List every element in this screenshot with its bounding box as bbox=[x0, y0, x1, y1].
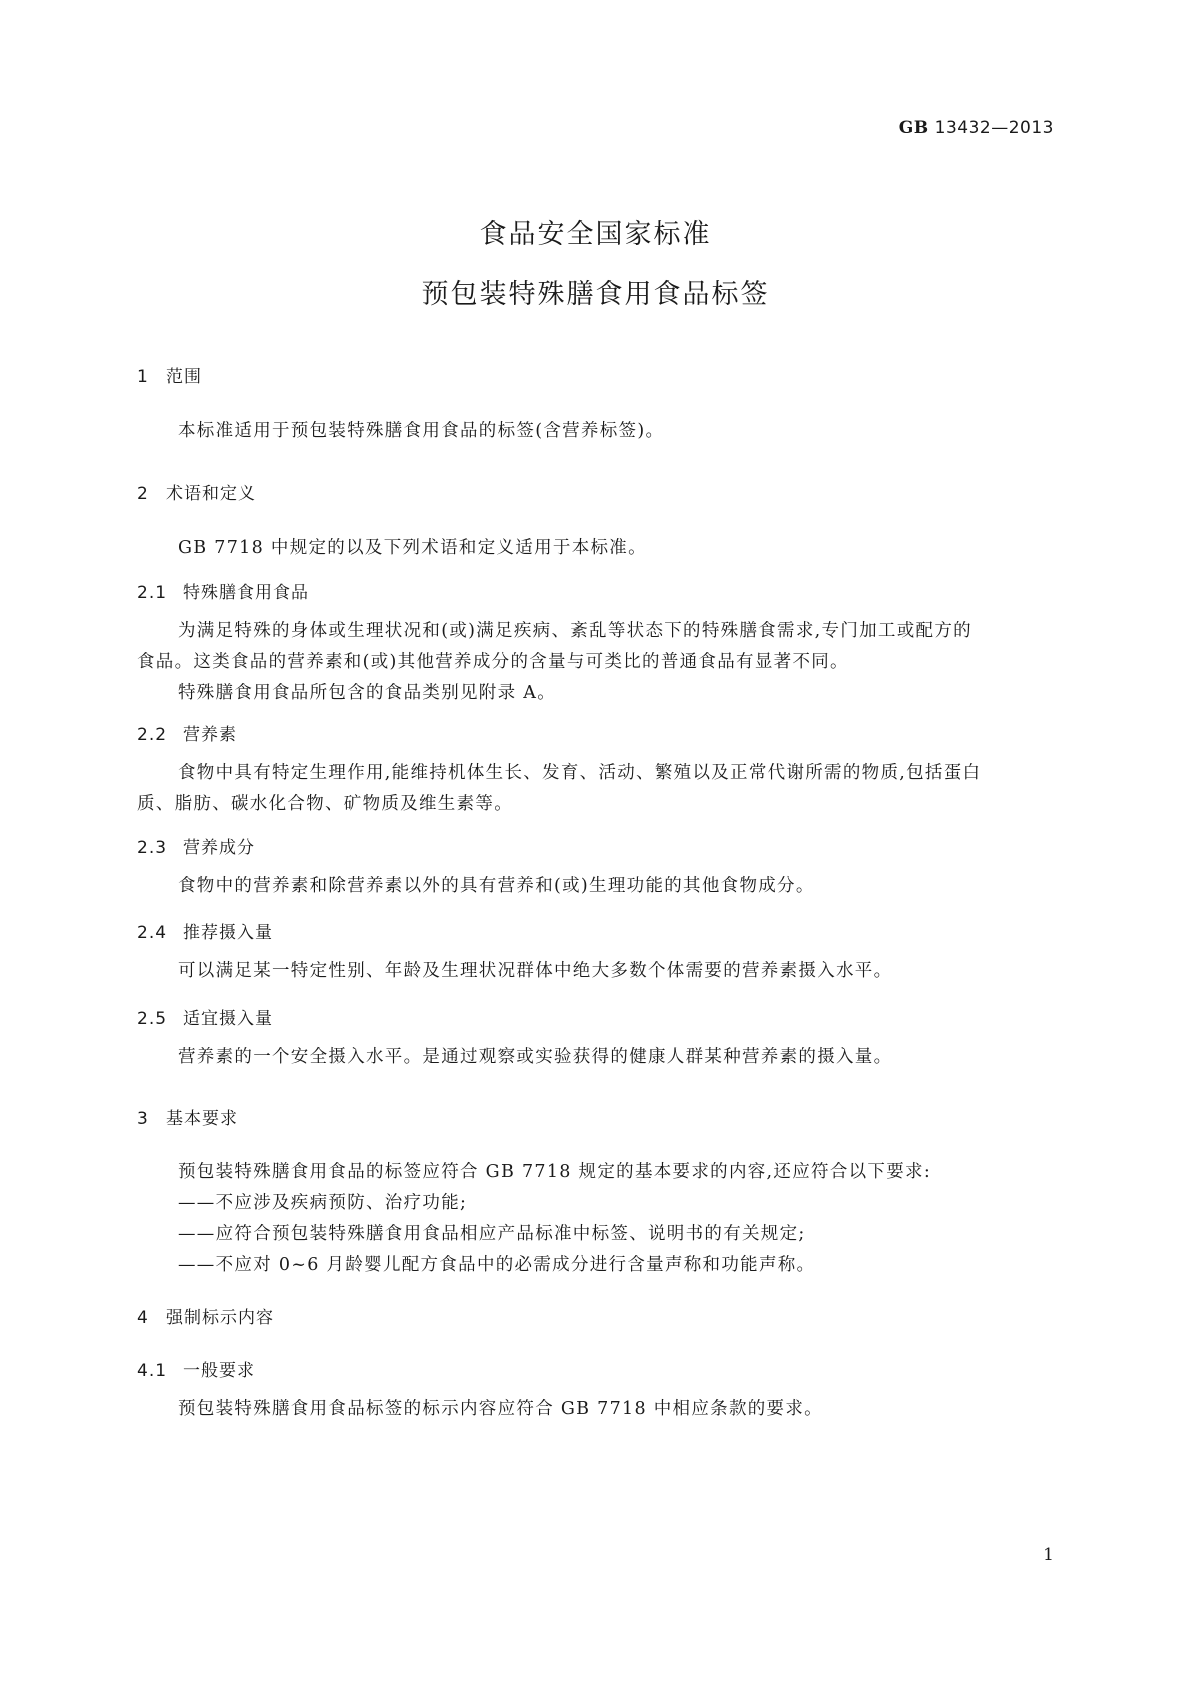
paragraph-line: 为满足特殊的身体或生理状况和(或)满足疾病、紊乱等状态下的特殊膳食需求,专门加工或配方的 bbox=[178, 621, 972, 641]
section-title: 范围 bbox=[166, 367, 202, 387]
section-2-1-heading bbox=[137, 578, 309, 603]
section-title: 营养成分 bbox=[183, 838, 255, 858]
document-title-line1: 食品安全国家标准 bbox=[479, 219, 712, 250]
section-2-3-heading bbox=[137, 833, 255, 858]
page-number: 1 bbox=[1043, 1545, 1054, 1565]
section-title: 适宜摄入量 bbox=[183, 1009, 273, 1029]
standard-number: 13432—2013 bbox=[934, 118, 1054, 138]
section-number: 3 bbox=[137, 1109, 149, 1129]
section-2-heading bbox=[137, 479, 256, 504]
section-3-heading bbox=[137, 1104, 238, 1129]
section-2-4-heading bbox=[137, 918, 273, 943]
paragraph-line: 特殊膳食用食品所包含的食品类别见附录 A。 bbox=[178, 683, 556, 703]
list-item: ——不应对 0~6 月龄婴儿配方食品中的必需成分进行含量声称和功能声称。 bbox=[178, 1255, 816, 1275]
section-2-3-body bbox=[137, 871, 1059, 902]
section-number: 2 bbox=[137, 484, 149, 504]
paragraph-line: 预包装特殊膳食用食品的标签应符合 GB 7718 规定的基本要求的内容,还应符合以下要求: bbox=[178, 1162, 932, 1182]
section-number: 1 bbox=[137, 367, 149, 387]
section-4-1-heading bbox=[137, 1356, 255, 1381]
section-2-4-body bbox=[137, 956, 1059, 987]
paragraph: 食物中的营养素和除营养素以外的具有营养和(或)生理功能的其他食物成分。 bbox=[178, 876, 815, 896]
paragraph: 本标准适用于预包装特殊膳食用食品的标签(含营养标签)。 bbox=[178, 421, 665, 441]
document-title-line2: 预包装特殊膳食用食品标签 bbox=[421, 279, 770, 310]
section-2-2-body bbox=[137, 758, 1059, 820]
paragraph-line: 食物中具有特定生理作用,能维持机体生长、发育、活动、繁殖以及正常代谢所需的物质,包括蛋白 bbox=[178, 763, 982, 783]
section-title: 推荐摄入量 bbox=[183, 923, 273, 943]
paragraph-line: 质、脂肪、碳水化合物、矿物质及维生素等。 bbox=[137, 794, 513, 814]
gb-prefix: GB bbox=[898, 118, 929, 138]
section-number: 4.1 bbox=[137, 1361, 168, 1381]
standard-code bbox=[899, 118, 1054, 138]
section-title: 特殊膳食用食品 bbox=[183, 583, 309, 603]
paragraph: 可以满足某一特定性别、年龄及生理状况群体中绝大多数个体需要的营养素摄入水平。 bbox=[178, 961, 893, 981]
section-number: 4 bbox=[137, 1308, 149, 1328]
section-number: 2.5 bbox=[137, 1009, 168, 1029]
section-1-body bbox=[137, 416, 1059, 447]
section-2-5-heading bbox=[137, 1004, 273, 1029]
section-number: 2.2 bbox=[137, 725, 168, 745]
section-title: 强制标示内容 bbox=[166, 1308, 274, 1328]
section-2-5-body bbox=[137, 1042, 1059, 1073]
section-1-heading bbox=[137, 362, 202, 387]
list-item: ——应符合预包装特殊膳食用食品相应产品标准中标签、说明书的有关规定; bbox=[178, 1224, 806, 1244]
paragraph: 预包装特殊膳食用食品标签的标示内容应符合 GB 7718 中相应条款的要求。 bbox=[178, 1399, 823, 1419]
paragraph: GB 7718 中规定的以及下列术语和定义适用于本标准。 bbox=[178, 538, 647, 558]
section-title: 营养素 bbox=[183, 725, 237, 745]
section-2-body bbox=[137, 533, 1059, 564]
section-2-1-body bbox=[137, 616, 1059, 709]
section-number: 2.1 bbox=[137, 583, 168, 603]
list-item: ——不应涉及疾病预防、治疗功能; bbox=[178, 1193, 468, 1213]
section-title: 一般要求 bbox=[183, 1361, 255, 1381]
section-number: 2.3 bbox=[137, 838, 168, 858]
section-title: 术语和定义 bbox=[166, 484, 256, 504]
section-number: 2.4 bbox=[137, 923, 168, 943]
section-3-body bbox=[137, 1157, 1059, 1281]
section-title: 基本要求 bbox=[166, 1109, 238, 1129]
paragraph-line: 食品。这类食品的营养素和(或)其他营养成分的含量与可类比的普通食品有显著不同。 bbox=[137, 652, 849, 672]
section-4-heading bbox=[137, 1303, 274, 1328]
section-2-2-heading bbox=[137, 720, 237, 745]
paragraph: 营养素的一个安全摄入水平。是通过观察或实验获得的健康人群某种营养素的摄入量。 bbox=[178, 1047, 893, 1067]
section-4-1-body bbox=[137, 1394, 1059, 1425]
